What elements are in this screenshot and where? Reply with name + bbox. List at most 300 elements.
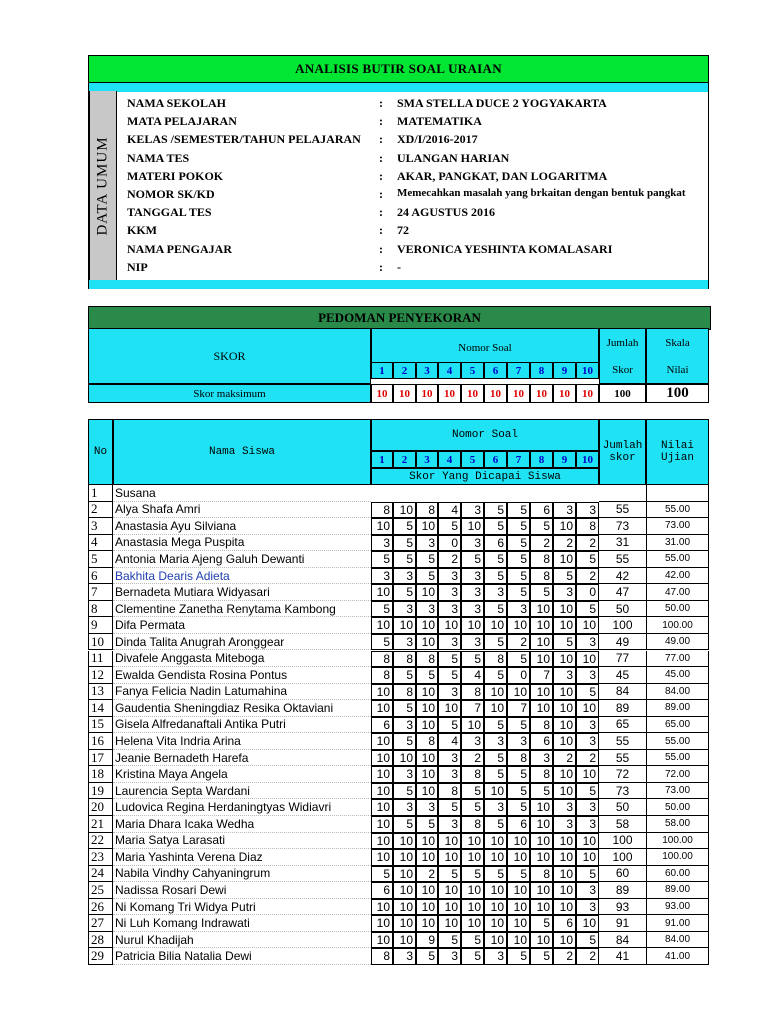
exam-grade: 100.00 [646,833,709,850]
nomor-soal-label: Nomor Soal [371,328,599,367]
scoring-guide-title: PEDOMAN PENYEKORAN [88,306,711,330]
question-number: 10 [576,362,599,379]
table-row [88,700,709,717]
row-number: 19 [88,783,113,800]
score-cell: 2 [576,568,599,585]
table-row [88,535,709,552]
exam-grade: 47.00 [646,584,709,601]
info-colon: : [379,132,383,147]
exam-grade: 91.00 [646,915,709,932]
question-number-header: 3 [416,451,438,468]
score-cell: 6 [553,915,576,932]
score-cell: 2 [553,750,576,767]
info-row [127,260,709,278]
score-cell: 9 [416,932,438,949]
score-cell: 10 [553,717,576,734]
score-cell: 8 [530,568,553,585]
score-cell: 10 [484,882,507,899]
student-name: Ludovica Regina Herdaningtyas Widiavri [113,799,371,816]
score-cell: 10 [416,915,438,932]
exam-grade [646,485,709,502]
score-cell: 5 [507,535,530,552]
score-cell: 10 [507,932,530,949]
score-cell: 10 [553,766,576,783]
score-cell: 10 [484,849,507,866]
row-number: 7 [88,584,113,601]
score-cell: 3 [461,733,484,750]
score-cell: 10 [416,617,438,634]
total-score: 58 [599,816,646,833]
score-cell: 3 [553,816,576,833]
score-cell: 8 [461,684,484,701]
student-name: Antonia Maria Ajeng Galuh Dewanti [113,551,371,568]
score-cell: 10 [371,783,393,800]
row-number: 9 [88,617,113,634]
score-cell: 3 [484,948,507,965]
score-cell: 6 [507,816,530,833]
score-cell: 10 [576,700,599,717]
table-row [88,948,709,965]
score-cell: 10 [576,617,599,634]
info-value: SMA STELLA DUCE 2 YOGYAKARTA [397,96,607,110]
table-row [88,601,709,618]
nilai-header-top: Nilai [660,440,694,452]
row-number: 17 [88,750,113,767]
row-number: 16 [88,733,113,750]
info-colon: : [379,223,383,238]
score-cell: 10 [507,899,530,916]
score-cell: 3 [416,799,438,816]
info-colon: : [379,96,383,110]
score-cell: 10 [530,833,553,850]
score-cell: 10 [553,783,576,800]
score-cell: 10 [393,915,416,932]
score-cell: 5 [484,551,507,568]
score-cell: 3 [416,535,438,552]
score-cell: 10 [416,783,438,800]
exam-grade: 45.00 [646,667,709,684]
exam-grade: 89.00 [646,882,709,899]
row-number: 5 [88,551,113,568]
score-cell: 3 [576,882,599,899]
nomor-soal-header: Nomor Soal [371,419,599,451]
student-name: Fanya Felicia Nadin Latumahina [113,684,371,701]
max-score-cell: 10 [484,384,507,403]
nilai-label: Nilai [646,356,709,384]
table-row [88,833,709,850]
score-cell: 10 [553,932,576,949]
total-score: 84 [599,932,646,949]
score-cell: 5 [438,667,461,684]
max-total: 100 [599,384,646,403]
score-cell: 10 [461,899,484,916]
score-cell: 5 [393,584,416,601]
score-cell: 3 [461,584,484,601]
row-number: 8 [88,601,113,618]
score-cell: 5 [484,667,507,684]
score-cell: 5 [507,568,530,585]
cyan-strip-top [89,83,708,92]
score-cell: 5 [393,667,416,684]
question-number-header: 6 [484,451,507,468]
score-cell: 5 [484,601,507,618]
student-name: Jeanie Bernadeth Harefa [113,750,371,767]
score-cell: 5 [553,568,576,585]
score-cell: 10 [393,882,416,899]
table-row [88,882,709,899]
info-label: NIP [127,259,148,274]
row-number: 28 [88,932,113,949]
info-value: MATEMATIKA [397,114,482,129]
score-cell: 5 [507,651,530,668]
table-row [88,717,709,734]
score-cell: 10 [371,932,393,949]
nilai-header-sub: Ujian [660,452,694,464]
score-cell: 10 [416,634,438,651]
score-cell: 3 [576,799,599,816]
total-score: 55 [599,502,646,519]
exam-grade: 50.00 [646,601,709,618]
score-cell: 8 [393,684,416,701]
question-number: 9 [553,362,576,379]
score-cell: 8 [416,651,438,668]
score-cell: 3 [576,502,599,519]
total-score: 100 [599,833,646,850]
total-score: 89 [599,700,646,717]
question-number-header: 2 [393,451,416,468]
student-name: Difa Permata [113,617,371,634]
achieved-score-header: Skor Yang Dicapai Siswa [371,468,599,485]
score-cell: 3 [461,634,484,651]
row-number: 1 [88,485,113,502]
score-cell: 3 [530,750,553,767]
score-cell: 3 [576,667,599,684]
score-cell: 10 [393,833,416,850]
info-label: NAMA PENGAJAR [127,241,232,256]
general-data-panel [88,55,709,289]
score-cell: 10 [530,634,553,651]
question-number: 8 [530,362,553,379]
max-score-cell: 10 [507,384,530,403]
score-cell: 5 [461,783,484,800]
question-number-header: 9 [553,451,576,468]
score-cell: 5 [507,551,530,568]
row-number: 6 [88,568,113,585]
score-cell: 10 [484,684,507,701]
score-cell: 10 [484,915,507,932]
row-number: 27 [88,915,113,932]
info-row [127,132,709,150]
score-cell: 8 [530,766,553,783]
info-label: KKM [127,223,157,238]
nilai-header [646,419,709,485]
score-cell: 10 [461,882,484,899]
score-cell: 10 [416,700,438,717]
info-value: Memecahkan masalah yang brkaitan dengan bentuk pangkat [397,187,686,199]
score-cell: 10 [371,733,393,750]
score-cell: 3 [438,766,461,783]
score-cell: 5 [576,932,599,949]
score-cell: 2 [507,634,530,651]
score-cell: 3 [438,568,461,585]
table-row [88,518,709,535]
score-cell: 2 [553,535,576,552]
score-cell: 5 [461,551,484,568]
table-row [88,866,709,883]
exam-grade: 49.00 [646,634,709,651]
score-cell: 8 [438,783,461,800]
student-name: Nadissa Rosari Dewi [113,882,371,899]
skor-sub-label: Skor [599,356,646,384]
max-score-cell: 10 [438,384,461,403]
total-score: 60 [599,866,646,883]
score-cell: 3 [393,568,416,585]
score-cell: 10 [461,915,484,932]
info-row [127,205,709,223]
score-cell: 10 [393,866,416,883]
score-cell: 10 [530,849,553,866]
score-cell: 10 [553,700,576,717]
score-cell: 10 [416,684,438,701]
row-number: 22 [88,833,113,850]
score-cell: 10 [416,882,438,899]
score-cell: 10 [553,882,576,899]
score-cell: 10 [438,899,461,916]
score-cell: 5 [371,866,393,883]
student-name: Maria Satya Larasati [113,833,371,850]
score-cell: 2 [416,866,438,883]
total-score: 89 [599,882,646,899]
score-cell: 5 [438,651,461,668]
score-cell: 5 [393,816,416,833]
info-colon: : [379,187,383,201]
score-cell: 10 [416,899,438,916]
student-name: Divafele Anggasta Miteboga [113,651,371,668]
score-cell: 8 [461,766,484,783]
score-cell: 10 [576,833,599,850]
exam-grade: 31.00 [646,535,709,552]
info-value: VERONICA YESHINTA KOMALASARI [397,241,613,256]
student-name: Ni Komang Tri Widya Putri [113,899,371,916]
info-row [127,223,709,241]
student-name: Gaudentia Sheningdiaz Resika Oktaviani [113,700,371,717]
exam-grade: 84.00 [646,932,709,949]
score-cell: 10 [416,766,438,783]
score-cell: 10 [553,617,576,634]
total-score: 41 [599,948,646,965]
score-cell: 8 [416,733,438,750]
score-cell: 10 [416,833,438,850]
exam-grade: 50.00 [646,799,709,816]
exam-grade: 42.00 [646,568,709,585]
score-cell: 5 [484,568,507,585]
score-cell: 10 [484,899,507,916]
score-cell: 10 [484,833,507,850]
student-name: Nabila Vindhy Cahyaningrum [113,866,371,883]
score-cell: 10 [461,849,484,866]
score-cell: 10 [553,551,576,568]
side-label-text: DATA UMUM [94,135,111,236]
score-cell: 10 [530,601,553,618]
question-number-header: 4 [438,451,461,468]
score-cell: 5 [484,717,507,734]
info-row [127,187,709,205]
total-score: 55 [599,551,646,568]
table-row [88,617,709,634]
student-name: Kristina Maya Angela [113,766,371,783]
question-number-header: 7 [507,451,530,468]
score-cell: 5 [393,783,416,800]
row-number: 18 [88,766,113,783]
row-number: 21 [88,816,113,833]
score-cell: 3 [553,584,576,601]
score-cell: 5 [507,866,530,883]
score-cell: 5 [438,518,461,535]
question-number: 3 [416,362,438,379]
score-cell: 3 [576,899,599,916]
score-cell: 10 [507,849,530,866]
total-score: 100 [599,617,646,634]
score-cell: 5 [484,816,507,833]
score-cell: 10 [507,617,530,634]
table-row [88,551,709,568]
score-cell: 10 [371,518,393,535]
score-cell: 3 [553,667,576,684]
score-cell: 5 [371,601,393,618]
score-cell: 5 [507,783,530,800]
max-score-cell: 10 [553,384,576,403]
score-cell: 5 [576,866,599,883]
table-row [88,651,709,668]
score-cell: 3 [371,535,393,552]
info-label: TANGGAL TES [127,205,212,220]
score-cell: 2 [553,948,576,965]
score-cell: 8 [530,866,553,883]
score-cell: 5 [461,932,484,949]
score-cell: 5 [576,783,599,800]
info-value: ULANGAN HARIAN [397,150,510,165]
score-cell: 10 [371,816,393,833]
student-name: Alya Shafa Amri [113,502,371,519]
row-number: 29 [88,948,113,965]
total-score: 42 [599,568,646,585]
exam-grade: 93.00 [646,899,709,916]
score-cell: 10 [553,518,576,535]
exam-grade: 60.00 [646,866,709,883]
total-score: 73 [599,783,646,800]
score-cell: 2 [576,750,599,767]
table-row [88,799,709,816]
score-cell: 3 [438,750,461,767]
row-number: 3 [88,518,113,535]
score-cell: 10 [371,899,393,916]
score-cell: 10 [553,899,576,916]
info-label: MATA PELAJARAN [127,114,237,129]
table-row [88,816,709,833]
total-score: 93 [599,899,646,916]
score-cell: 8 [393,651,416,668]
jumlah-header-sub: skor [609,452,636,464]
score-cell: 5 [416,551,438,568]
total-score: 72 [599,766,646,783]
info-colon: : [379,168,383,183]
total-score: 73 [599,518,646,535]
score-cell: 3 [438,948,461,965]
score-cell: 5 [530,915,553,932]
score-cell: 8 [461,816,484,833]
total-score: 45 [599,667,646,684]
score-cell: 10 [393,932,416,949]
info-row [127,114,709,132]
row-number: 25 [88,882,113,899]
score-cell: 0 [507,667,530,684]
table-row [88,766,709,783]
score-cell: 5 [416,948,438,965]
exam-grade: 55.00 [646,502,709,519]
score-cell: 5 [484,766,507,783]
row-number: 26 [88,899,113,916]
info-colon: : [379,259,383,274]
question-number: 7 [507,362,530,379]
score-cell: 4 [438,502,461,519]
panel-title: ANALISIS BUTIR SOAL URAIAN [89,56,708,83]
row-number: 24 [88,866,113,883]
score-cell: 10 [438,882,461,899]
info-row [127,169,709,187]
exam-grade: 77.00 [646,651,709,668]
score-cell: 10 [371,833,393,850]
score-cell: 10 [393,899,416,916]
info-value: 24 AGUSTUS 2016 [397,205,496,220]
info-label: NAMA SEKOLAH [127,96,227,110]
score-cell: 4 [461,667,484,684]
skor-label: SKOR [88,328,371,384]
info-value: - [397,259,401,274]
question-number: 4 [438,362,461,379]
jumlah-header [599,419,646,485]
total-score: 50 [599,799,646,816]
score-cell: 5 [576,684,599,701]
score-cell: 2 [438,551,461,568]
score-cell: 10 [461,717,484,734]
table-row [88,684,709,701]
score-cell: 10 [371,584,393,601]
table-row [88,733,709,750]
info-row [127,151,709,169]
score-cell: 2 [576,948,599,965]
score-cell: 10 [371,915,393,932]
score-cell: 6 [371,882,393,899]
score-cell: 10 [576,651,599,668]
score-cell: 5 [393,535,416,552]
score-cell: 10 [416,518,438,535]
student-name: Anastasia Ayu Silviana [113,518,371,535]
score-cell: 3 [461,535,484,552]
jumlah-label: Jumlah [599,328,646,356]
score-cell: 10 [438,849,461,866]
score-cell: 5 [507,799,530,816]
score-cell: 10 [530,799,553,816]
table-row [88,667,709,684]
student-name: Maria Yashinta Verena Diaz [113,849,371,866]
total-score: 77 [599,651,646,668]
score-cell: 8 [371,948,393,965]
score-cell: 5 [393,551,416,568]
score-cell: 8 [416,502,438,519]
score-cell: 10 [371,766,393,783]
score-cell: 5 [507,502,530,519]
student-name: Susana [113,485,371,502]
